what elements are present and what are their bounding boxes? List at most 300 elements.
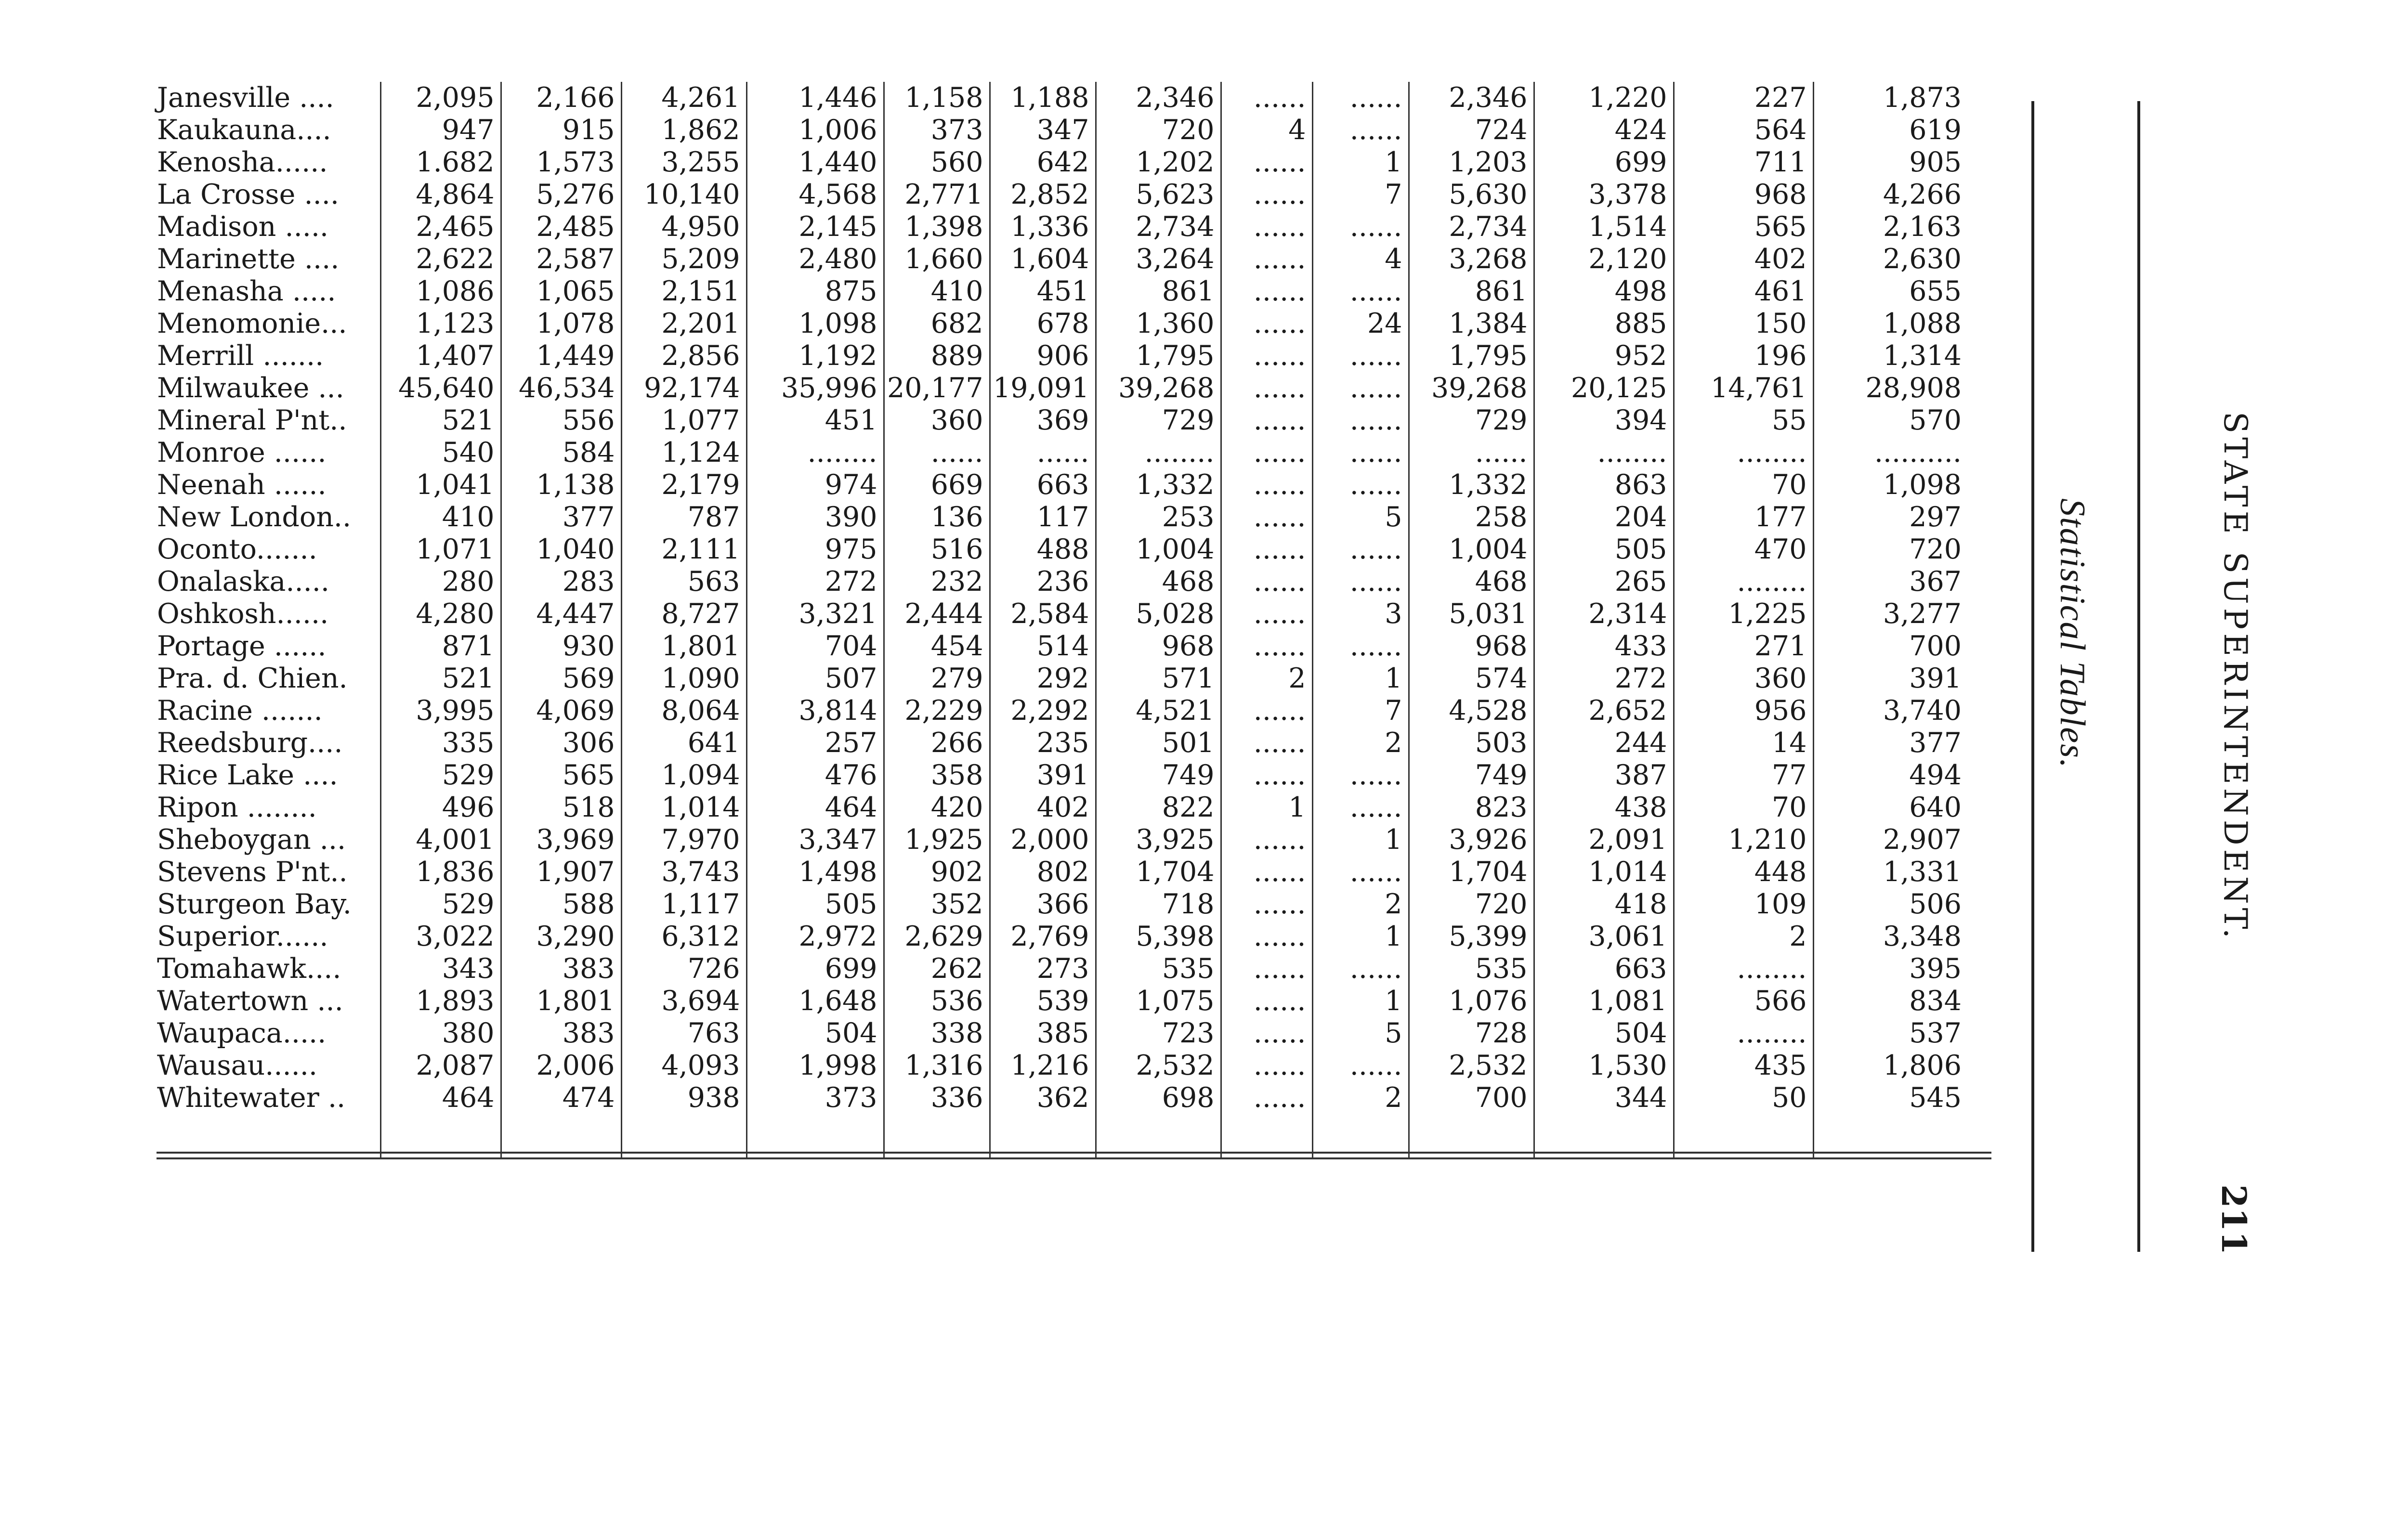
table-cell: 4,568 [746, 179, 884, 211]
table-cell: 571 [1096, 663, 1221, 695]
table-cell: 8,064 [621, 695, 746, 727]
table-cell: 1,078 [501, 308, 621, 340]
table-row [154, 1017, 1967, 1050]
table-cell: 1,076 [1409, 985, 1534, 1017]
table-cell: 2,771 [884, 179, 990, 211]
table-cell: 2,622 [380, 243, 501, 275]
table-cell: 383 [501, 1017, 621, 1050]
table-cell: 10,140 [621, 179, 746, 211]
table-cell: 424 [1534, 114, 1674, 146]
table-cell: 177 [1674, 501, 1813, 533]
table-cell: 20,125 [1534, 372, 1674, 404]
table-cell: 1,041 [380, 469, 501, 501]
table-cell: 4 [1221, 114, 1312, 146]
table-cell: ...... [1312, 1050, 1409, 1082]
table-cell: 5,623 [1096, 179, 1221, 211]
row-label-city: Milwaukee ... [154, 372, 380, 404]
table-cell: 678 [990, 308, 1096, 340]
table-row [154, 308, 1967, 340]
table-cell: 700 [1409, 1082, 1534, 1114]
table-cell: 1,440 [746, 146, 884, 179]
table-cell: ........ [1534, 437, 1674, 469]
table-cell: 438 [1534, 792, 1674, 824]
table-cell: 1,094 [621, 759, 746, 792]
empty-cell [1674, 1114, 1813, 1157]
table-cell: ...... [1312, 566, 1409, 598]
table-cell: 454 [884, 630, 990, 663]
table-cell: 343 [380, 953, 501, 985]
table-cell: 506 [1909, 888, 1962, 920]
table-cell: ...... [1221, 469, 1312, 501]
table-cell: 5,276 [501, 179, 621, 211]
table-cell: 1,332 [1409, 469, 1534, 501]
table-cell: 2,587 [501, 243, 621, 275]
table-cell: 1,225 [1674, 598, 1813, 630]
table-cell: 1,360 [1096, 308, 1221, 340]
table-cell: 258 [1409, 501, 1534, 533]
table-cell: 565 [501, 759, 621, 792]
table-cell: 729 [1409, 404, 1534, 437]
row-label-city: Racine ....... [154, 695, 380, 727]
row-label-city: Reedsburg.... [154, 727, 380, 759]
bottom-double-rule-top [157, 1152, 1991, 1154]
table-body [154, 82, 1967, 1157]
table-cell: 2,856 [621, 340, 746, 372]
table-cell: 6,312 [621, 921, 746, 953]
table-row [154, 501, 1967, 533]
table-cell: 1,220 [1534, 82, 1674, 114]
table-cell: 2,292 [990, 695, 1096, 727]
table-cell: ...... [1221, 437, 1312, 469]
table-row [154, 1082, 1967, 1114]
table-cell: 724 [1409, 114, 1534, 146]
table-cell: 975 [746, 533, 884, 566]
row-label-city: Marinette .... [154, 243, 380, 275]
table-cell: 2,532 [1096, 1050, 1221, 1082]
table-cell: 1,124 [621, 437, 746, 469]
table-row [154, 533, 1967, 566]
table-cell: 565 [1674, 211, 1813, 243]
table-cell: 55 [1674, 404, 1813, 437]
table-cell: ...... [990, 437, 1096, 469]
row-label-city: Superior...... [154, 921, 380, 953]
table-cell: 2,734 [1096, 211, 1221, 243]
table-cell: 3,969 [501, 824, 621, 856]
page-number: 211 [2214, 1184, 2254, 1255]
table-cell: 3,268 [1409, 243, 1534, 275]
table-cell: 385 [990, 1017, 1096, 1050]
table-cell: ...... [1409, 437, 1534, 469]
table-cell: 968 [1409, 630, 1534, 663]
table-row [154, 404, 1967, 437]
table-cell: 514 [990, 630, 1096, 663]
empty-cell [1312, 1114, 1409, 1157]
table-cell: 244 [1534, 727, 1674, 759]
table-cell: 7 [1312, 179, 1409, 211]
row-label-city: Monroe ...... [154, 437, 380, 469]
table-cell: 728 [1409, 1017, 1534, 1050]
table-cell: ...... [884, 437, 990, 469]
table-cell: 905 [1909, 146, 1962, 178]
table-cell: 3,277 [1883, 598, 1962, 630]
table-cell: 451 [990, 275, 1096, 308]
row-label-city: Sheboygan ... [154, 824, 380, 856]
table-cell: 749 [1409, 759, 1534, 792]
empty-cell [1534, 1114, 1674, 1157]
table-cell: 470 [1674, 533, 1813, 566]
table-cell: 2 [1312, 888, 1409, 921]
table-cell: 669 [884, 469, 990, 501]
table-cell: 2,852 [990, 179, 1096, 211]
table-cell: ...... [1221, 146, 1312, 179]
table-cell: 1,086 [380, 275, 501, 308]
table-cell: 699 [746, 953, 884, 985]
row-label-city: Mineral P'nt.. [154, 404, 380, 437]
table-row [154, 759, 1967, 792]
table-row [154, 469, 1967, 501]
empty-cell [621, 1114, 746, 1157]
table-cell: 4,069 [501, 695, 621, 727]
table-cell: 3,378 [1534, 179, 1674, 211]
table-cell: 391 [990, 759, 1096, 792]
table-cell: 885 [1534, 308, 1674, 340]
row-label-city: Wausau...... [154, 1050, 380, 1082]
table-cell: 232 [884, 566, 990, 598]
table-cell: ...... [1312, 437, 1409, 469]
table-cell: 344 [1534, 1082, 1674, 1114]
table-cell: 488 [990, 533, 1096, 566]
table-cell: 1.682 [380, 146, 501, 179]
table-cell: 448 [1674, 856, 1813, 888]
table-cell: 871 [380, 630, 501, 663]
empty-cell [1096, 1114, 1221, 1157]
table-cell: 402 [990, 792, 1096, 824]
table-cell: 560 [884, 146, 990, 179]
table-cell: ...... [1221, 985, 1312, 1017]
table-cell: 236 [990, 566, 1096, 598]
table-cell: 1,216 [990, 1050, 1096, 1082]
table-cell: ...... [1221, 824, 1312, 856]
table-cell: ...... [1312, 759, 1409, 792]
table-cell: 272 [1534, 663, 1674, 695]
table-cell: 362 [990, 1082, 1096, 1114]
table-cell: 2,485 [501, 211, 621, 243]
table-cell: 2 [1674, 921, 1813, 953]
table-row [154, 372, 1967, 404]
table-cell: 196 [1674, 340, 1813, 372]
table-cell: 70 [1674, 792, 1813, 824]
table-cell: 3,061 [1534, 921, 1674, 953]
table-cell: 1,704 [1096, 856, 1221, 888]
table-cell: 956 [1674, 695, 1813, 727]
table-cell: 507 [746, 663, 884, 695]
table-row [154, 727, 1967, 759]
table-cell: 5,031 [1409, 598, 1534, 630]
table-cell: 504 [746, 1017, 884, 1050]
margin-rule-right [2137, 101, 2140, 1252]
table-cell: 2,201 [621, 308, 746, 340]
table-cell: 3,814 [746, 695, 884, 727]
table-cell: 889 [884, 340, 990, 372]
table-cell: 387 [1534, 759, 1674, 792]
table-cell: 2,000 [990, 824, 1096, 856]
table-cell: 529 [380, 759, 501, 792]
table-cell: 1,203 [1409, 146, 1534, 179]
table-cell: 503 [1409, 727, 1534, 759]
table-cell: 435 [1674, 1050, 1813, 1082]
table-cell: 619 [1909, 114, 1962, 146]
table-cell: 4,266 [1883, 179, 1962, 210]
row-label-city: Kenosha...... [154, 146, 380, 179]
table-cell: ...... [1221, 1017, 1312, 1050]
table-row [154, 792, 1967, 824]
table-cell: 468 [1409, 566, 1534, 598]
table-cell: 451 [746, 404, 884, 437]
table-cell: 1,077 [621, 404, 746, 437]
table-cell: 476 [746, 759, 884, 792]
table-cell: 501 [1096, 727, 1221, 759]
table-row [154, 275, 1967, 308]
table-cell: ...... [1221, 372, 1312, 404]
table-cell: 297 [1909, 501, 1962, 533]
empty-cell [501, 1114, 621, 1157]
table-cell: 682 [884, 308, 990, 340]
table-cell: 1,040 [501, 533, 621, 566]
row-label-city: Watertown ... [154, 985, 380, 1017]
table-row [154, 953, 1967, 985]
table-cell: 4,093 [621, 1050, 746, 1082]
table-cell: 92,174 [621, 372, 746, 404]
row-label-city: Merrill ....... [154, 340, 380, 372]
table-cell: 535 [1409, 953, 1534, 985]
table-cell: 5 [1312, 1017, 1409, 1050]
margin-rule-left [2031, 101, 2034, 1252]
table-cell: 1,498 [746, 856, 884, 888]
table-cell: 3,347 [746, 824, 884, 856]
table-cell: ........ [746, 437, 884, 469]
table-cell: 720 [1096, 114, 1221, 146]
table-cell: 2,179 [621, 469, 746, 501]
table-cell: ...... [1221, 727, 1312, 759]
table-row [154, 211, 1967, 243]
table-cell: 1 [1312, 985, 1409, 1017]
table-cell: 50 [1674, 1082, 1813, 1114]
table-cell: 3,925 [1096, 824, 1221, 856]
table-cell: 4,447 [501, 598, 621, 630]
table-cell: 2,465 [380, 211, 501, 243]
table-cell: 763 [621, 1017, 746, 1050]
table-cell: 1,873 [1883, 82, 1962, 114]
table-cell: ........ [1096, 437, 1221, 469]
table-cell: 2,769 [990, 921, 1096, 953]
table-cell: 1,004 [1096, 533, 1221, 566]
table-cell: ...... [1312, 469, 1409, 501]
table-cell: 496 [380, 792, 501, 824]
table-cell: 2,630 [1883, 243, 1962, 275]
row-label-city: Pra. d. Chien. [154, 663, 380, 695]
table-cell: 5,630 [1409, 179, 1534, 211]
table-row [154, 437, 1967, 469]
table-cell: 2,480 [746, 243, 884, 275]
table-cell: 39,268 [1096, 372, 1221, 404]
table-cell: 2,087 [380, 1050, 501, 1082]
table-cell: ...... [1221, 856, 1312, 888]
table-cell: 1,660 [884, 243, 990, 275]
table-cell: 861 [1096, 275, 1221, 308]
table-cell: 1,862 [621, 114, 746, 146]
table-cell: 1 [1221, 792, 1312, 824]
table-cell: 369 [990, 404, 1096, 437]
table-cell: 504 [1534, 1017, 1674, 1050]
table-cell: 720 [1409, 888, 1534, 921]
table-cell: 2,314 [1534, 598, 1674, 630]
table-cell: 1,065 [501, 275, 621, 308]
table-row [154, 340, 1967, 372]
table-cell: 35,996 [746, 372, 884, 404]
table-cell: 373 [884, 114, 990, 146]
table-cell: 1,158 [884, 82, 990, 114]
table-cell: 720 [1909, 533, 1962, 565]
running-subtitle: Statistical Tables. [2053, 498, 2092, 769]
table-cell: 360 [884, 404, 990, 437]
table-row [154, 856, 1967, 888]
table-cell: 1,014 [1534, 856, 1674, 888]
table-cell: 1,893 [380, 985, 501, 1017]
table-cell: 273 [990, 953, 1096, 985]
empty-cell [1221, 1114, 1312, 1157]
table-cell: 279 [884, 663, 990, 695]
table-cell: 968 [1674, 179, 1813, 211]
table-row [154, 1050, 1967, 1082]
table-cell: 8,727 [621, 598, 746, 630]
table-cell: 265 [1534, 566, 1674, 598]
table-cell: 136 [884, 501, 990, 533]
table-trailing-space [154, 1114, 1967, 1157]
table-cell: 663 [990, 469, 1096, 501]
table-cell: ...... [1221, 243, 1312, 275]
table-cell: 902 [884, 856, 990, 888]
table-cell: 1,006 [746, 114, 884, 146]
table-row [154, 243, 1967, 275]
table-cell: 464 [746, 792, 884, 824]
table-cell: 529 [380, 888, 501, 921]
table-cell: ...... [1221, 404, 1312, 437]
empty-cell [990, 1114, 1096, 1157]
table-cell: 505 [1534, 533, 1674, 566]
table-cell: 1,192 [746, 340, 884, 372]
table-cell: ...... [1312, 372, 1409, 404]
table-cell: 699 [1534, 146, 1674, 179]
table-cell: 802 [990, 856, 1096, 888]
table-cell: 822 [1096, 792, 1221, 824]
table-cell: 474 [501, 1082, 621, 1114]
table-cell: 3,995 [380, 695, 501, 727]
running-title: STATE SUPERINTENDENT. [2217, 412, 2254, 942]
table-cell: ........ [1674, 566, 1813, 598]
table-cell: 468 [1096, 566, 1221, 598]
table-cell: 723 [1096, 1017, 1221, 1050]
table-cell: 516 [884, 533, 990, 566]
table-cell: 588 [501, 888, 621, 921]
table-cell: 2,584 [990, 598, 1096, 630]
table-cell: 1,071 [380, 533, 501, 566]
table-cell: 968 [1096, 630, 1221, 663]
table-cell: 545 [1909, 1082, 1962, 1114]
table-cell: 19,091 [990, 372, 1096, 404]
table-cell: 537 [1909, 1017, 1962, 1049]
table-cell: ...... [1221, 695, 1312, 727]
table-cell: 2 [1221, 663, 1312, 695]
table-cell: 556 [501, 404, 621, 437]
table-cell: 410 [884, 275, 990, 308]
table-cell: ...... [1221, 598, 1312, 630]
table-cell: 257 [746, 727, 884, 759]
table-row [154, 630, 1967, 663]
table-cell: 461 [1674, 275, 1813, 308]
table-cell: 1,573 [501, 146, 621, 179]
row-label-city: Oconto....... [154, 533, 380, 566]
table-cell: ...... [1312, 404, 1409, 437]
table-cell: 540 [380, 437, 501, 469]
table-cell: ...... [1221, 921, 1312, 953]
empty-cell [154, 1114, 380, 1157]
table-cell: 498 [1534, 275, 1674, 308]
empty-cell [746, 1114, 884, 1157]
table-cell: 3,022 [380, 921, 501, 953]
table-cell: 1,098 [1883, 469, 1962, 501]
table-cell: 505 [746, 888, 884, 921]
table-cell: 4 [1312, 243, 1409, 275]
table-cell: 272 [746, 566, 884, 598]
table-cell: ........ [1674, 1017, 1813, 1050]
table-row [154, 566, 1967, 598]
table-cell: 262 [884, 953, 990, 985]
table-cell: 352 [884, 888, 990, 921]
row-label-city: Rice Lake .... [154, 759, 380, 792]
table-cell: 394 [1534, 404, 1674, 437]
table-cell: 1,704 [1409, 856, 1534, 888]
row-label-city: Stevens P'nt.. [154, 856, 380, 888]
table-cell: 14,761 [1674, 372, 1813, 404]
table-cell: ...... [1221, 501, 1312, 533]
row-label-city: Janesville .... [154, 82, 380, 114]
table-cell: 395 [1909, 953, 1962, 985]
table-cell: 2,091 [1534, 824, 1674, 856]
table-cell: 974 [746, 469, 884, 501]
table-cell: 4,528 [1409, 695, 1534, 727]
table-cell: 366 [990, 888, 1096, 921]
table-cell: ...... [1312, 82, 1409, 114]
table-cell: 704 [746, 630, 884, 663]
table-cell: 20,177 [884, 372, 990, 404]
table-cell: 655 [1909, 275, 1962, 307]
table-cell: 377 [1909, 727, 1962, 759]
table-cell: 642 [990, 146, 1096, 179]
table-cell: 3,740 [1883, 695, 1962, 727]
table-cell: 5,028 [1096, 598, 1221, 630]
table-cell: 698 [1096, 1082, 1221, 1114]
table-cell: 749 [1096, 759, 1221, 792]
table-cell: 46,534 [501, 372, 621, 404]
table-cell: 1 [1312, 146, 1409, 179]
table-cell: ...... [1312, 533, 1409, 566]
table-cell: 1,836 [380, 856, 501, 888]
table-cell: 464 [380, 1082, 501, 1114]
table-cell: 1,514 [1534, 211, 1674, 243]
table-cell: ...... [1312, 340, 1409, 372]
table-cell: 2,652 [1534, 695, 1674, 727]
table-cell: 1,795 [1409, 340, 1534, 372]
